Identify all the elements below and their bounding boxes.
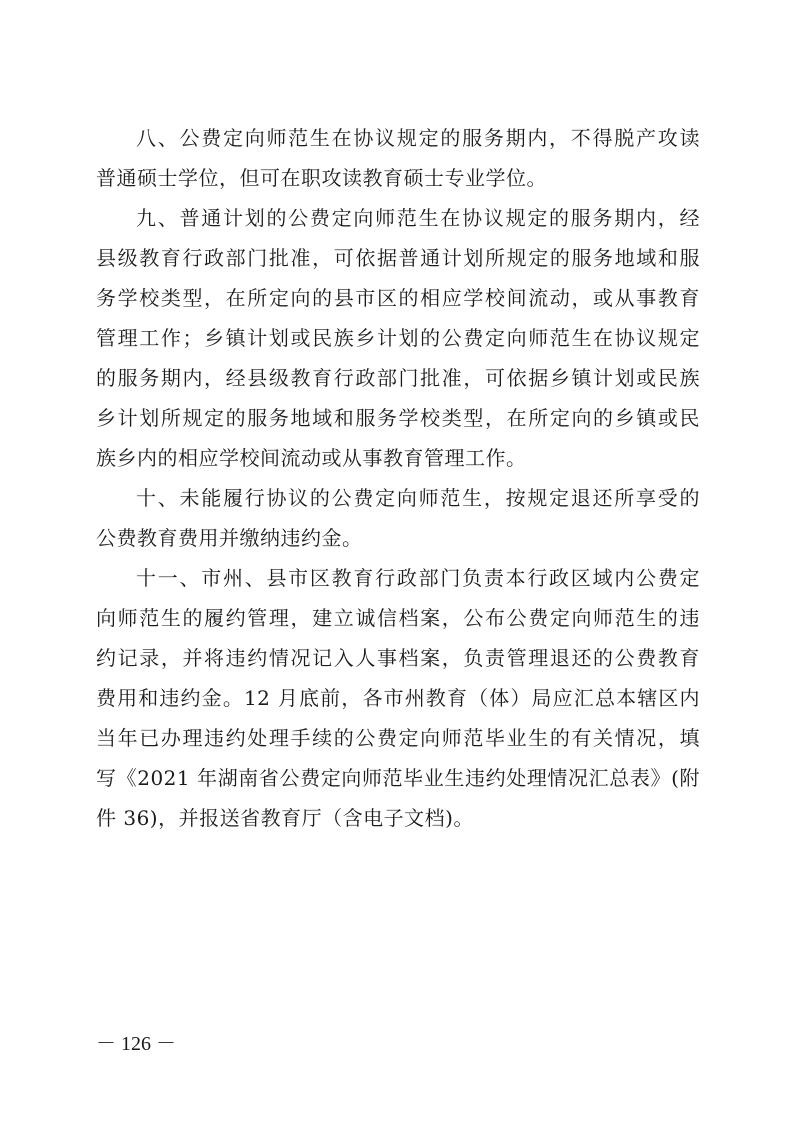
paragraph-8: [96, 118, 700, 198]
text-line: 当年已办理违约处理手续的公费定向师范毕业生的有关情况，填: [96, 726, 700, 750]
text-line: 的服务期内，经县级教育行政部门批准，可依据乡镇计划或民族: [96, 366, 700, 390]
text-line: 费用和违约金。12 月底前，各市州教育（体）局应汇总本辖区内: [96, 686, 700, 710]
text-line: 县级教育行政部门批准，可依据普通计划所规定的服务地域和服: [96, 246, 700, 270]
text-line: 向师范生的履约管理，建立诚信档案，公布公费定向师范生的违: [96, 606, 700, 630]
text-line: 件 36)，并报送省教育厅（含电子文档)。: [96, 806, 474, 830]
paragraph-9: [96, 198, 700, 478]
text-line: 乡计划所规定的服务地域和服务学校类型，在所定向的乡镇或民: [96, 406, 700, 430]
text-line: 公费教育费用并缴纳违约金。: [96, 526, 363, 550]
paragraph-10: [96, 478, 700, 558]
text-line: 约记录，并将违约情况记入人事档案，负责管理退还的公费教育: [96, 646, 700, 670]
page-number: － 126 －: [96, 1033, 176, 1055]
text-line: 八、公费定向师范生在协议规定的服务期内，不得脱产攻读: [136, 126, 700, 150]
text-line: 九、普通计划的公费定向师范生在协议规定的服务期内，经: [136, 206, 700, 230]
text-line: 族乡内的相应学校间流动或从事教育管理工作。: [96, 446, 527, 470]
document-body: [96, 118, 700, 838]
text-line: 十、未能履行协议的公费定向师范生，按规定退还所享受的: [136, 486, 700, 510]
text-line: 务学校类型，在所定向的县市区的相应学校间流动，或从事教育: [96, 286, 700, 310]
text-line: 普通硕士学位，但可在职攻读教育硕士专业学位。: [96, 166, 547, 190]
paragraph-11: [96, 558, 700, 838]
text-line: 十一、市州、县市区教育行政部门负责本行政区域内公费定: [136, 566, 700, 590]
text-line: 写《2021 年湖南省公费定向师范毕业生违约处理情况汇总表》(附: [96, 766, 700, 790]
text-line: 管理工作；乡镇计划或民族乡计划的公费定向师范生在协议规定: [96, 326, 700, 350]
